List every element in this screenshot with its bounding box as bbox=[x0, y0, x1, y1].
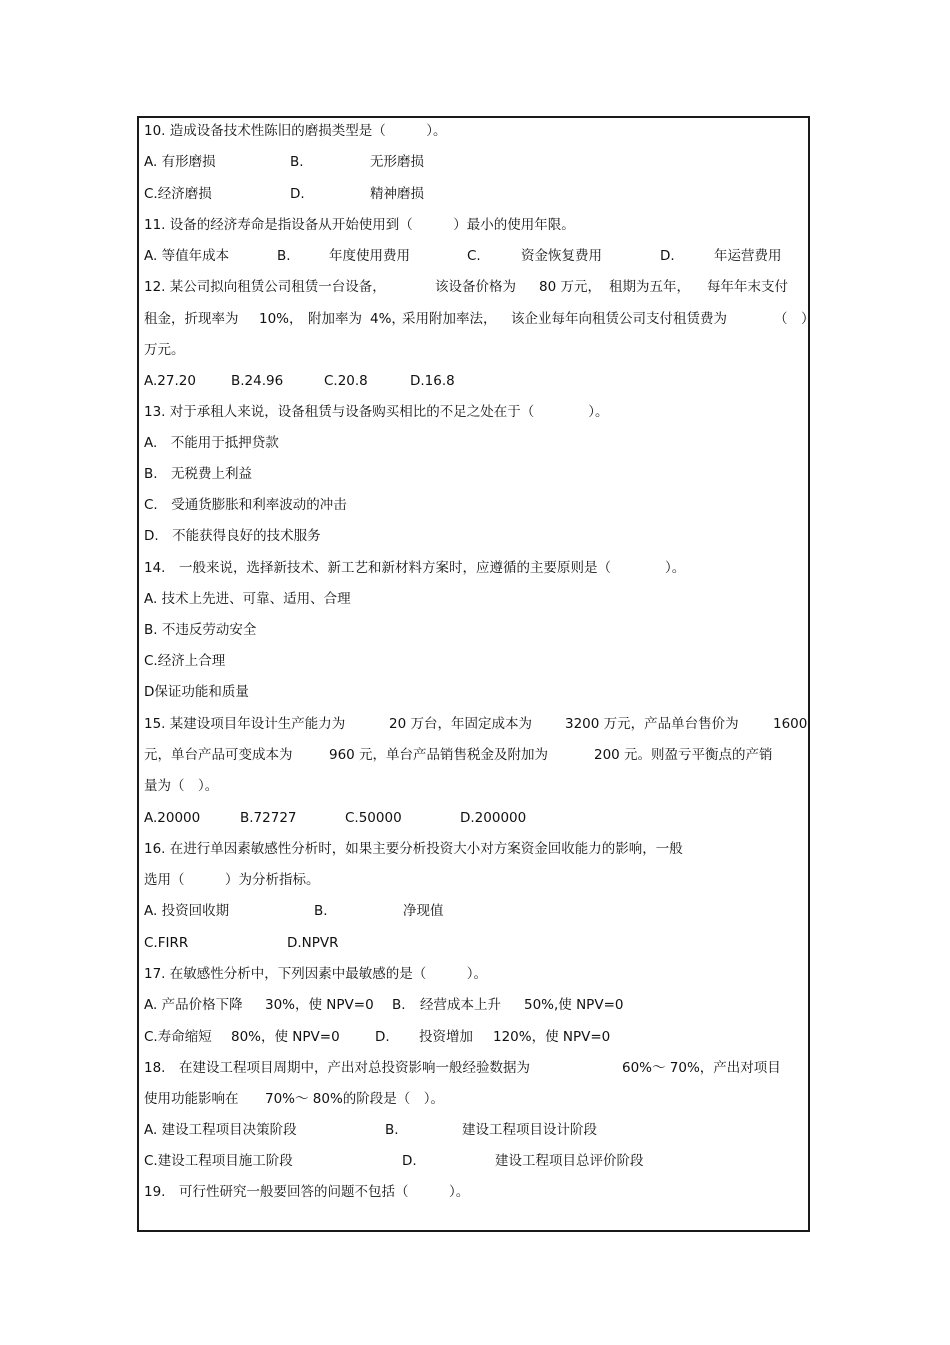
option-b-text: 建设工程项目设计阶段 bbox=[462, 1122, 597, 1138]
option-b-text: 净现值 bbox=[403, 903, 444, 919]
option-c-text: 资金恢复费用 bbox=[521, 248, 602, 264]
option-d-letter: D. bbox=[375, 1029, 390, 1045]
option-a: A. 技术上先进、可靠、适用、合理 bbox=[144, 591, 351, 607]
option-a: A. 不能用于抵押贷款 bbox=[144, 435, 279, 451]
stem-part: 20 万台，年固定成本为 bbox=[389, 716, 532, 732]
stem-part: 15. 某建设项目年设计生产能力为 bbox=[144, 716, 346, 732]
option-a: A. 等值年成本 bbox=[144, 248, 230, 264]
option-d-letter: D. bbox=[660, 248, 675, 264]
option-d: D.16.8 bbox=[410, 373, 455, 389]
option-b-letter: B. bbox=[392, 997, 406, 1013]
question-16-stem-line2: 选用（ ）为分析指标。 bbox=[144, 872, 320, 888]
stem-part: 10%， bbox=[259, 311, 303, 327]
option-c: C.50000 bbox=[345, 810, 402, 826]
option-b-letter: B. bbox=[290, 154, 304, 170]
option-a: A. 产品价格下降 bbox=[144, 997, 243, 1013]
option-b-letter: B. bbox=[385, 1122, 399, 1138]
option-b: B.24.96 bbox=[231, 373, 284, 389]
option-a: A.27.20 bbox=[144, 373, 196, 389]
option-b-text: 年度使用费用 bbox=[329, 248, 410, 264]
stem-part: 附加率为 bbox=[308, 311, 362, 327]
option-d-letter: D. bbox=[290, 186, 305, 202]
option-b: B.72727 bbox=[240, 810, 297, 826]
stem-part: 960 元，单台产品销售税金及附加为 bbox=[329, 747, 549, 763]
stem-part: 60%～ 70%，产出对项目 bbox=[622, 1060, 781, 1076]
option-b: B. 无税费上利益 bbox=[144, 466, 253, 482]
stem-part: 4%， bbox=[370, 311, 405, 327]
stem-part: 该企业每年向租赁公司支付租赁费为 bbox=[511, 311, 727, 327]
option-d: D保证功能和质量 bbox=[144, 684, 249, 700]
stem-part: 采用附加率法， bbox=[402, 311, 497, 327]
question-19-stem: 19. 可行性研究一般要回答的问题不包括（ ）。 bbox=[144, 1184, 470, 1200]
question-17-stem: 17. 在敏感性分析中，下列因素中最敏感的是（ ）。 bbox=[144, 966, 488, 982]
option-b-text: 经营成本上升 bbox=[420, 997, 501, 1013]
question-12-stem-line3: 万元。 bbox=[144, 342, 185, 358]
option-d-text: 投资增加 bbox=[419, 1029, 473, 1045]
option-a: A. 建设工程项目决策阶段 bbox=[144, 1122, 297, 1138]
option-c-letter: C. bbox=[467, 248, 481, 264]
option-b-value: 50%,使 NPV=0 bbox=[524, 997, 624, 1013]
stem-part: 元，单台产品可变成本为 bbox=[144, 747, 293, 763]
stem-part: 70%～ 80%的阶段是（ ）。 bbox=[265, 1091, 445, 1107]
stem-part: 租金，折现率为 bbox=[144, 311, 239, 327]
option-c: C.经济上合理 bbox=[144, 653, 226, 669]
stem-part: （ ） bbox=[774, 311, 815, 327]
option-c: C.20.8 bbox=[324, 373, 368, 389]
question-11-stem: 11. 设备的经济寿命是指设备从开始使用到（ ）最小的使用年限。 bbox=[144, 217, 575, 233]
option-d-text: 建设工程项目总评价阶段 bbox=[495, 1153, 644, 1169]
option-b-text: 无形磨损 bbox=[370, 154, 424, 170]
option-b-letter: B. bbox=[277, 248, 291, 264]
option-a: A. 投资回收期 bbox=[144, 903, 230, 919]
option-d-text: 精神磨损 bbox=[370, 186, 424, 202]
question-10-stem: 10. 造成设备技术性陈旧的磨损类型是（ ）。 bbox=[144, 123, 447, 139]
stem-part: 80 万元， bbox=[539, 279, 601, 295]
option-b-letter: B. bbox=[314, 903, 328, 919]
stem-part: 每年年末支付 bbox=[707, 279, 788, 295]
option-d-value: 120%，使 NPV=0 bbox=[493, 1029, 611, 1045]
option-d-text: 年运营费用 bbox=[714, 248, 782, 264]
option-c-value: 80%，使 NPV=0 bbox=[231, 1029, 340, 1045]
option-c: C.经济磨损 bbox=[144, 186, 212, 202]
stem-part: 该设备价格为 bbox=[435, 279, 516, 295]
option-d: D.NPVR bbox=[287, 935, 339, 951]
stem-part: 200 元。则盈亏平衡点的产销 bbox=[594, 747, 773, 763]
stem-part: 1600 bbox=[773, 716, 808, 732]
stem-part: 12. 某公司拟向租赁公司租赁一台设备， bbox=[144, 279, 386, 295]
option-a: A.20000 bbox=[144, 810, 201, 826]
option-d-letter: D. bbox=[402, 1153, 417, 1169]
option-c: C.寿命缩短 bbox=[144, 1029, 212, 1045]
option-c: C. 受通货膨胀和利率波动的冲击 bbox=[144, 497, 347, 513]
question-16-stem-line1: 16. 在进行单因素敏感性分析时，如果主要分析投资大小对方案资金回收能力的影响，一般 bbox=[144, 841, 683, 857]
stem-part: 3200 万元，产品单台售价为 bbox=[565, 716, 739, 732]
option-c: C.FIRR bbox=[144, 935, 189, 951]
stem-part: 使用功能影响在 bbox=[144, 1091, 239, 1107]
option-c: C.建设工程项目施工阶段 bbox=[144, 1153, 293, 1169]
option-a-value: 30%，使 NPV=0 bbox=[265, 997, 374, 1013]
question-15-stem-line3: 量为（ ）。 bbox=[144, 778, 219, 794]
option-a: A. 有形磨损 bbox=[144, 154, 216, 170]
stem-part: 租期为五年， bbox=[609, 279, 690, 295]
question-13-stem: 13. 对于承租人来说，设备租赁与设备购买相比的不足之处在于（ ）。 bbox=[144, 404, 609, 420]
option-d: D. 不能获得良好的技术服务 bbox=[144, 528, 321, 544]
question-14-stem: 14. 一般来说，选择新技术、新工艺和新材料方案时，应遵循的主要原则是（ ）。 bbox=[144, 560, 686, 576]
option-d: D.200000 bbox=[460, 810, 527, 826]
option-b: B. 不违反劳动安全 bbox=[144, 622, 257, 638]
stem-part: 18. 在建设工程项目周期中，产出对总投资影响一般经验数据为 bbox=[144, 1060, 530, 1076]
